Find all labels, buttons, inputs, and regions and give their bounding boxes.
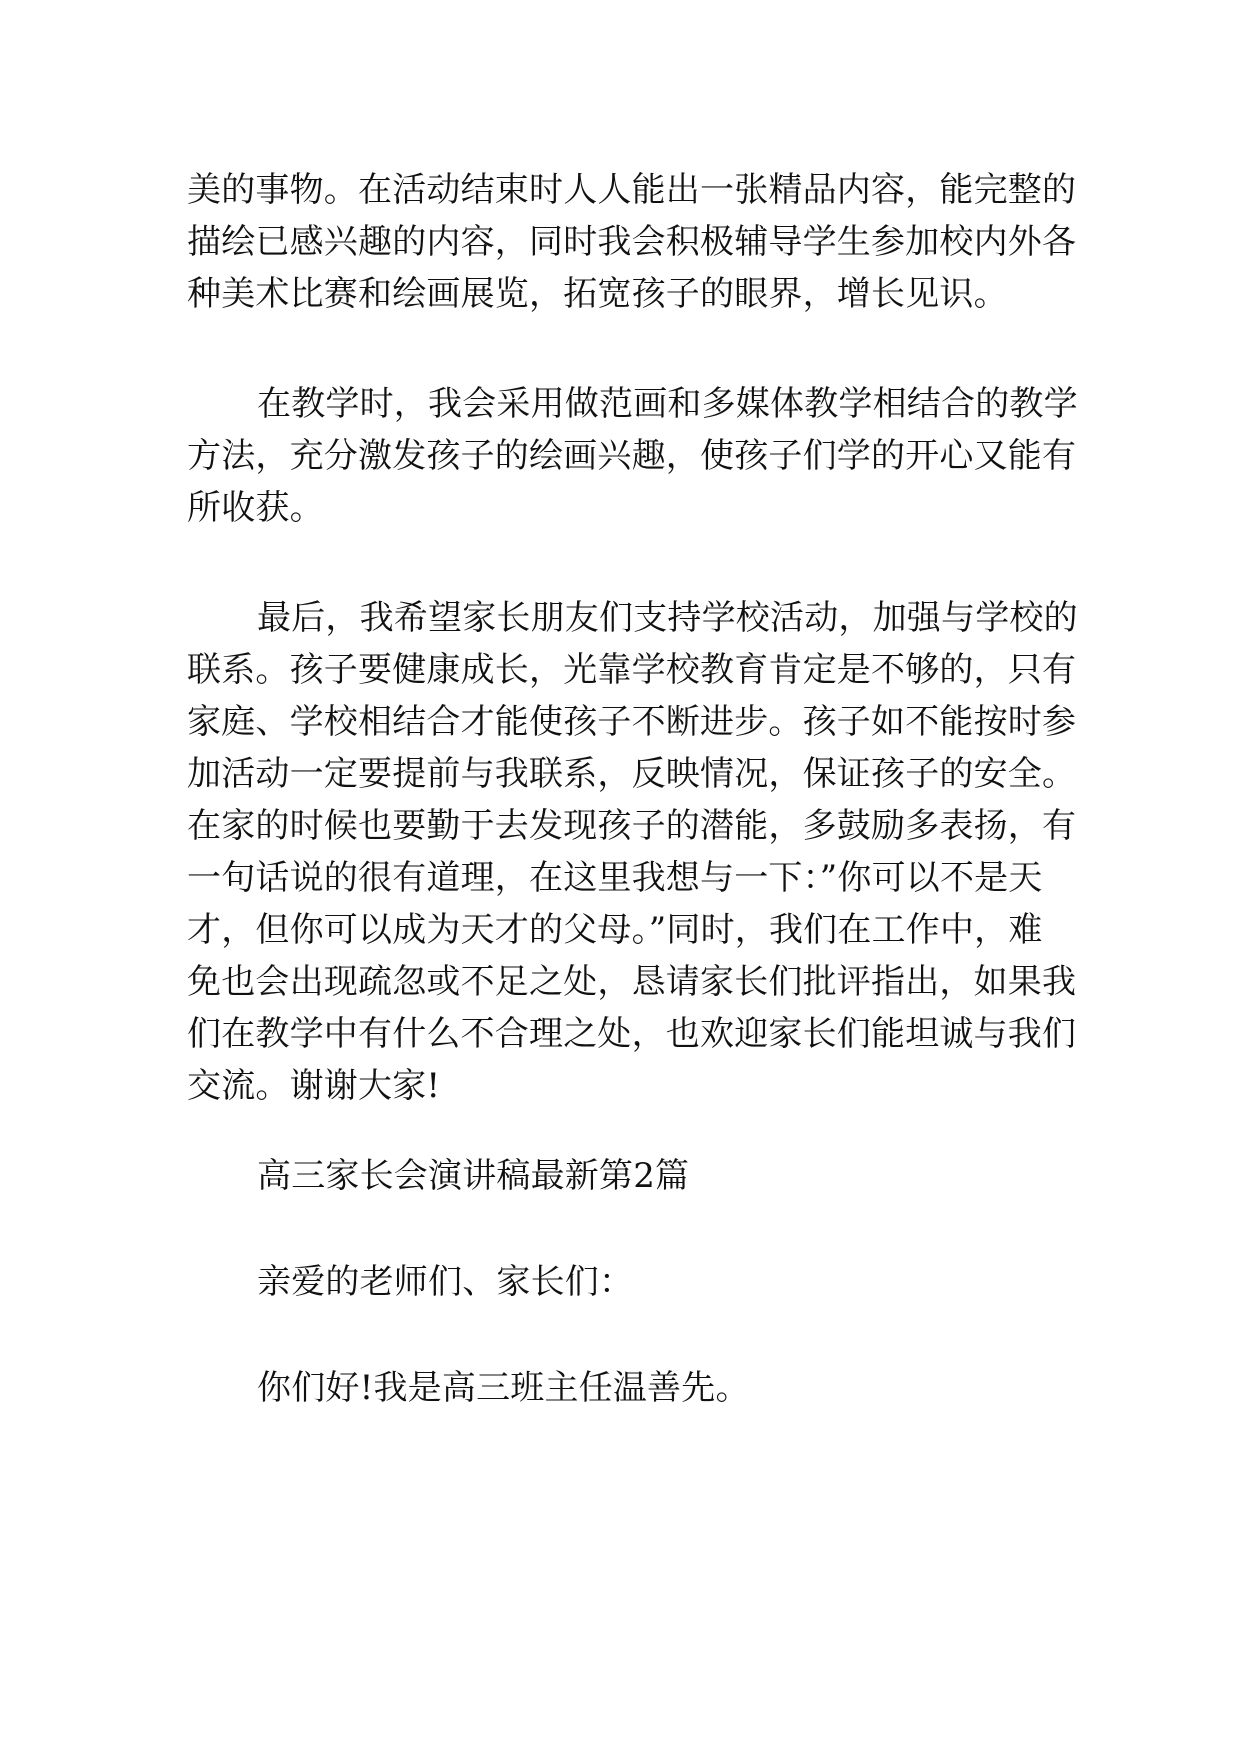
text-line: 方法，充分激发孩子的绘画兴趣，使孩子们学的开心又能有 (187, 436, 1077, 476)
text-line: 所收获。 (187, 488, 324, 528)
text-line: 美的事物。在活动结束时人人能出一张精品内容，能完整的 (187, 170, 1077, 210)
text-line: 一句话说的很有道理，在这里我想与一下：”你可以不是天 (187, 858, 1043, 898)
text-line: 加活动一定要提前与我联系，反映情况，保证孩子的安全。 (187, 754, 1077, 794)
section-heading-text: 高三家长会演讲稿最新第2篇 (257, 1156, 690, 1196)
text-line: 才，但你可以成为天才的父母。”同时，我们在工作中，难 (187, 910, 1043, 950)
text-line: 描绘已感兴趣的内容，同时我会积极辅导学生参加校内外各 (187, 222, 1077, 262)
text-line: 们在教学中有什么不合理之处，也欢迎家长们能坦诚与我们 (187, 1014, 1077, 1054)
section-heading (187, 1150, 1067, 1202)
text-line: 在教学时，我会采用做范画和多媒体教学相结合的教学 (257, 384, 1078, 424)
text-line: 种美术比赛和绘画展览，拓宽孩子的眼界，增长见识。 (187, 274, 1008, 314)
text-line: 在家的时候也要勤于去发现孩子的潜能，多鼓励多表扬，有 (187, 806, 1077, 846)
paragraph-teaching-method (187, 378, 1078, 534)
paragraph-closing (187, 592, 1078, 1112)
text-line: 家庭、学校相结合才能使孩子不断进步。孩子如不能按时参 (187, 702, 1077, 742)
text-line: 交流。谢谢大家! (187, 1066, 441, 1106)
text-line: 最后，我希望家长朋友们支持学校活动，加强与学校的 (257, 598, 1078, 638)
intro (187, 1362, 1067, 1414)
greeting (187, 1256, 1067, 1308)
intro-text: 你们好!我是高三班主任温善先。 (257, 1368, 750, 1408)
paragraph-continued (187, 164, 1077, 320)
text-line: 免也会出现疏忽或不足之处，恳请家长们批评指出，如果我 (187, 962, 1077, 1002)
greeting-text: 亲爱的老师们、家长们： (257, 1262, 634, 1302)
text-line: 联系。孩子要健康成长，光靠学校教育肯定是不够的，只有 (187, 650, 1077, 690)
